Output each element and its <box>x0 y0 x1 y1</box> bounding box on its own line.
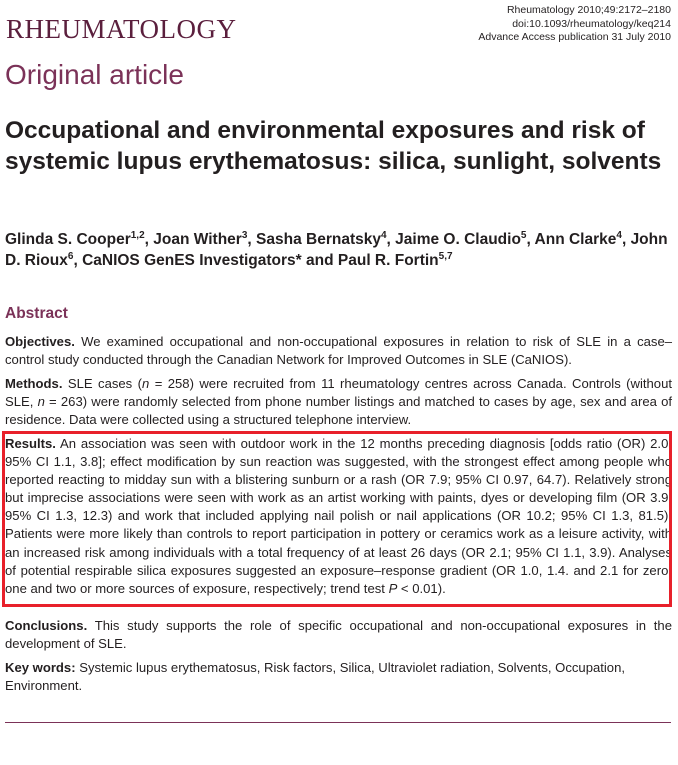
abstract-heading: Abstract <box>5 305 68 322</box>
objectives-label: Objectives. <box>5 334 75 349</box>
abstract-methods <box>5 375 672 429</box>
objectives-text: We examined occupational and non-occupational exposures in relation to risk of SLE in a case–control study conducted through the Canadian Network for Improved Outcomes in SLE (CaNIOS). <box>5 334 673 368</box>
author-affiliation: 6 <box>67 251 74 262</box>
keywords-text: Systemic lupus erythematosus, Risk factors, Silica, Ultraviolet radiation, Solvents, Occupation, Environment. <box>5 660 626 694</box>
journal-name: RHEUMATOLOGY <box>6 14 237 44</box>
conclusions-label: Conclusions. <box>5 618 88 633</box>
author-separator: and <box>301 252 338 269</box>
methods-label: Methods. <box>5 376 63 391</box>
article-type: Original article <box>5 59 184 90</box>
abstract-keywords <box>5 659 672 695</box>
keywords-label: Key words: <box>5 660 76 675</box>
author-name: Jaime O. Claudio <box>395 231 521 248</box>
article-title: Occupational and environmental exposures and risk of systemic lupus erythematosus: silica, sunlight, solvents <box>5 117 662 175</box>
results-label: Results. <box>5 436 56 451</box>
methods-text: SLE cases ( <box>67 376 142 391</box>
author-affiliation: 3 <box>241 230 248 241</box>
results-text: An association was seen with outdoor work in the 12 months preceding diagnosis [odds ratio (OR) 2.0; 95% CI 1.1, 3.8]; effect modification by sun reaction was suggested, with the strongest effect among people who reported reacting to midday sun with a blistering sunburn or a rash (OR 7.9; 95% CI 0.97, 64.7). Relatively strong but imprecise associations were seen with work as an artist working with paints, dyes or developing film (OR 3.9; 95% CI 1.3, 12.3) and work that included applying nail polish or nail applications (OR 10.2; 95% CI 1.3, 81.5). Patients were more likely than controls to report participation in pottery or ceramics work as a leisure activity, with an increased risk among individuals with a total frequency of at least 26 days (OR 2.1; 95% CI 1.1, 3.9). Analyses of potential respirable silica exposures suggested an exposure–response gradient (OR 1.0, 1.4. and 2.1 for zero, one and two or more sources of exposure, respectively; trend test <box>5 436 672 596</box>
author-affiliation: 5,7 <box>438 251 453 262</box>
abstract-objectives <box>5 333 672 369</box>
author-separator: , <box>144 231 154 248</box>
citation-line: Rheumatology 2010;49:2172–2180 <box>506 4 671 16</box>
author-name: Glinda S. Cooper <box>5 231 131 248</box>
author-separator: , <box>73 252 83 269</box>
author-affiliation: 1,2 <box>130 230 145 241</box>
section-divider <box>5 722 671 723</box>
abstract-conclusions <box>5 617 672 653</box>
author-separator: , <box>621 231 631 248</box>
n-symbol: n <box>37 394 45 410</box>
author-name: Paul R. Fortin <box>337 252 439 269</box>
methods-text: = 258) were recruited from 11 rheumatology centres across Canada. Controls (without SLE, <box>5 376 673 410</box>
n-symbol: n <box>142 376 150 391</box>
author-name: John D. Rioux <box>5 231 668 269</box>
citation-block <box>478 4 671 45</box>
author-name: Sasha Bernatsky <box>256 231 381 248</box>
citation-line: Advance Access publication 31 July 2010 <box>478 31 671 43</box>
author-affiliation: 4 <box>616 230 622 241</box>
citation-line: doi:10.1093/rheumatology/keq214 <box>512 17 671 30</box>
p-symbol: P <box>388 580 398 596</box>
author-separator: , <box>247 231 257 248</box>
author-separator: , <box>386 231 396 248</box>
author-separator: , <box>526 231 535 248</box>
author-name: CaNIOS GenES Investigators* <box>82 252 302 269</box>
results-highlight-box <box>2 431 672 607</box>
author-affiliation: 4 <box>380 230 387 241</box>
author-name: Joan Wither <box>153 231 242 248</box>
methods-text: = 263) were randomly selected from phone number listings and matched to cases by age, sex and area of residence. Data were collected using a structured telephone interview. <box>5 394 672 428</box>
conclusions-text: This study supports the role of specific occupational and non-occupational exposures in the development of SLE. <box>5 618 672 652</box>
results-text-tail: < 0.01). <box>397 580 446 596</box>
author-list <box>5 229 673 271</box>
author-name: Ann Clarke <box>534 231 617 248</box>
author-affiliation: 5 <box>520 230 527 241</box>
